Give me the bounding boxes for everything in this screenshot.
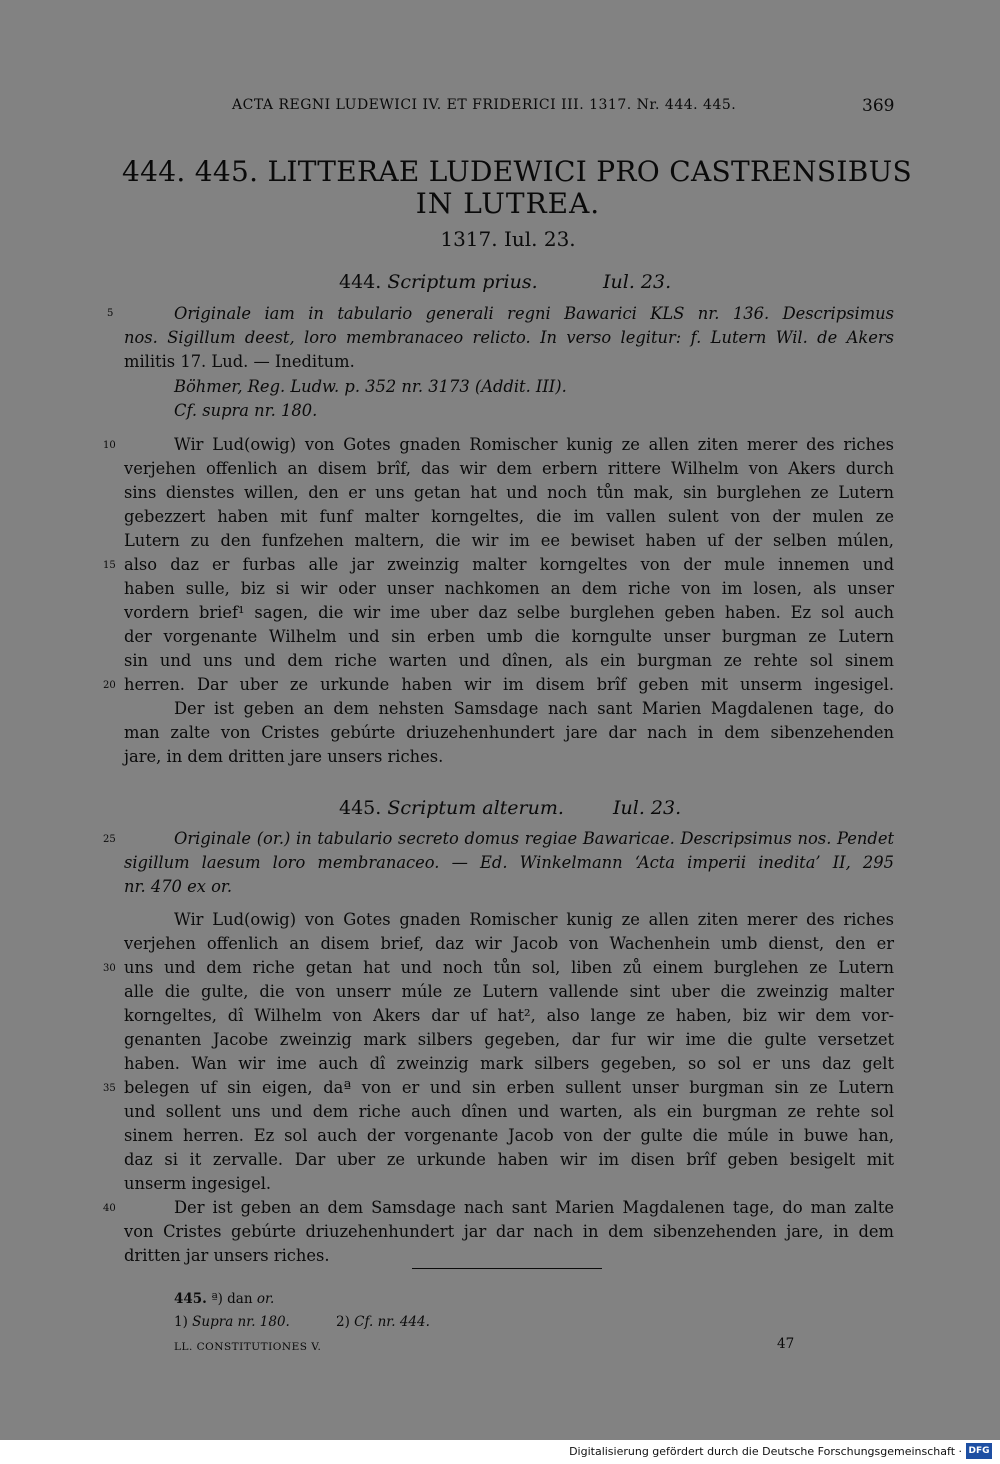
footnote-1-text: Supra nr. 180. — [192, 1314, 290, 1330]
line-number: 35 — [103, 1083, 116, 1094]
text-line: nos. Sigillum deest, loro membranaceo relicto. In verso legitur: f. Lutern Wil. de Akers — [124, 328, 894, 347]
footnote-1 — [174, 1314, 290, 1330]
footnote-a-source: or. — [256, 1291, 275, 1307]
text-line: Wir Lud(owig) von Gotes gnaden Romischer kunig ze allen ziten merer des riches — [174, 435, 894, 454]
text-line: nr. 470 ex or. — [124, 877, 233, 896]
footnote-a-number: 445. — [174, 1291, 207, 1307]
text-line: herren. Dar uber ze urkunde haben wir im disem brîf geben mit unserm ingesigel. — [124, 675, 894, 694]
text-line: verjehen offenlich an disem brîf, das wir dem erbern rittere Wilhelm von Akers durch — [124, 459, 894, 478]
text-line: Wir Lud(owig) von Gotes gnaden Romischer kunig ze allen ziten merer des riches — [174, 910, 894, 929]
section-445-date: Iul. 23. — [613, 797, 682, 819]
dfg-attribution-text: Digitalisierung gefördert durch die Deutsche Forschungsgemeinschaft · — [569, 1445, 962, 1458]
text-line: belegen uf sin eigen, daª von er und sin erben sullent unser burgman sin ze Lutern — [124, 1078, 894, 1097]
line-number: 5 — [107, 308, 114, 319]
document-title-line2: IN LUTREA. — [415, 187, 601, 220]
dfg-logo-icon: DFG — [966, 1443, 992, 1459]
text-line: vordern brief¹ sagen, die wir ime uber daz selbe burglehen geben haben. Ez sol auch — [124, 603, 894, 622]
text-line: korngeltes, dî Wilhelm von Akers dar uf hat², also lange ze haben, biz wir dem vor- — [124, 1006, 894, 1025]
text-line: sins dienstes willen, den er uns getan hat und noch tůn mak, sin burglehen ze Lutern — [124, 483, 894, 502]
footer-signature: LL. CONSTITUTIONES V. — [174, 1341, 322, 1353]
footnote-1-number: 1) — [174, 1314, 188, 1330]
text-line: also daz er furbas alle jar zweinzig malter korngeltes von der mule innemen und — [124, 555, 894, 574]
text-line: Lutern zu den funfzehen maltern, die wir im ee bewiset haben uf der selben múlen, — [124, 531, 894, 550]
footnote-2-number: 2) — [336, 1314, 350, 1330]
text-line: Der ist geben an dem Samsdage nach sant Marien Magdalenen tage, do man zalte — [174, 1198, 894, 1217]
page-number: 369 — [862, 96, 895, 116]
text-line: man zalte von Cristes gebúrte driuzehenhundert jare dar nach in dem sibenzehenden — [124, 723, 894, 742]
document-date: 1317. Iul. 23. — [440, 227, 576, 251]
text-line: alle die gulte, die von unserr múle ze Lutern vallende sint uber die zweinzig malter — [124, 982, 894, 1001]
text-line: unserm ingesigel. — [124, 1174, 272, 1193]
text-line: dritten jar unsers riches. — [124, 1246, 330, 1265]
text-line: von Cristes gebúrte driuzehenhundert jar dar nach in dem sibenzehenden jare, in dem — [124, 1222, 894, 1241]
text-line: sinem herren. Ez sol auch der vorgenante Jacob von der gulte die múle in buwe han, — [124, 1126, 894, 1145]
line-number: 40 — [103, 1203, 116, 1214]
text-line: sin und uns und dem riche warten und dînen, als ein burgman ze rehte sol sinem — [124, 651, 894, 670]
text-line: haben. Wan wir ime auch dî zweinzig mark silbers gegeben, so sol er uns daz gelt — [124, 1054, 894, 1073]
text-line: daz si it zervalle. Dar uber ze urkunde haben wir im disen brîf geben besigelt mit — [124, 1150, 894, 1169]
dfg-attribution-bar — [0, 1440, 1000, 1464]
footnote-a-text: ª) dan — [211, 1291, 253, 1307]
text-line: Originale (or.) in tabulario secreto domus regiae Bawaricae. Descripsimus nos. Pendet — [174, 829, 894, 848]
text-line: genanten Jacobe zweinzig mark silbers gegeben, dar fur wir ime die gulte versetzet — [124, 1030, 894, 1049]
text-line: und sollent uns und dem riche auch dînen und warten, als ein burgman ze rehte sol — [124, 1102, 894, 1121]
running-head: ACTA REGNI LUDEWICI IV. ET FRIDERICI III. 1317. Nr. 444. 445. — [232, 97, 737, 113]
section-444-label: Scriptum prius. — [387, 271, 538, 293]
footnote-2 — [336, 1314, 430, 1330]
text-line: Originale iam in tabulario generali regni Bawarici KLS nr. 136. Descripsimus — [174, 304, 894, 323]
footnote-a — [174, 1291, 274, 1307]
text-line: Böhmer, Reg. Ludw. p. 352 nr. 3173 (Addit. III). — [174, 377, 567, 396]
text-line: Der ist geben an dem nehsten Samsdage nach sant Marien Magdalenen tage, do — [174, 699, 894, 718]
text-line: jare, in dem dritten jare unsers riches. — [124, 747, 444, 766]
footnote-rule — [412, 1268, 602, 1269]
line-number: 25 — [103, 834, 116, 845]
section-444-number: 444. — [339, 271, 382, 293]
text-line: sigillum laesum loro membranaceo. — Ed. Winkelmann ‘Acta imperii inedita’ II, 295 — [124, 853, 894, 872]
line-number: 30 — [103, 963, 116, 974]
section-444-date: Iul. 23. — [603, 271, 672, 293]
text-line: uns und dem riche getan hat und noch tůn sol, liben zů einem burglehen ze Lutern — [124, 958, 894, 977]
line-number: 10 — [103, 440, 116, 451]
section-445-number: 445. — [339, 797, 382, 819]
text-line: verjehen offenlich an disem brief, daz wir Jacob von Wachenhein umb dienst, den er — [124, 934, 894, 953]
text-line: militis 17. Lud. — Ineditum. — [124, 352, 355, 371]
text-line: der vorgenante Wilhelm und sin erben umb die korngulte unser burgman ze Lutern — [124, 627, 894, 646]
section-445-label: Scriptum alterum. — [387, 797, 564, 819]
footnote-2-text: Cf. nr. 444. — [354, 1314, 430, 1330]
section-444-heading — [339, 271, 538, 293]
line-number: 20 — [103, 680, 116, 691]
text-line: gebezzert haben mit funf malter korngeltes, die im vallen sulent von der mulen ze — [124, 507, 894, 526]
line-number: 15 — [103, 560, 116, 571]
document-title-line1: 444. 445. LITTERAE LUDEWICI PRO CASTRENSIBUS — [122, 155, 912, 188]
section-445-heading — [339, 797, 564, 819]
sheet-number: 47 — [777, 1336, 795, 1352]
text-line: Cf. supra nr. 180. — [174, 401, 318, 420]
text-line: haben sulle, biz si wir oder unser nachkomen an dem riche von im losen, als unser — [124, 579, 894, 598]
